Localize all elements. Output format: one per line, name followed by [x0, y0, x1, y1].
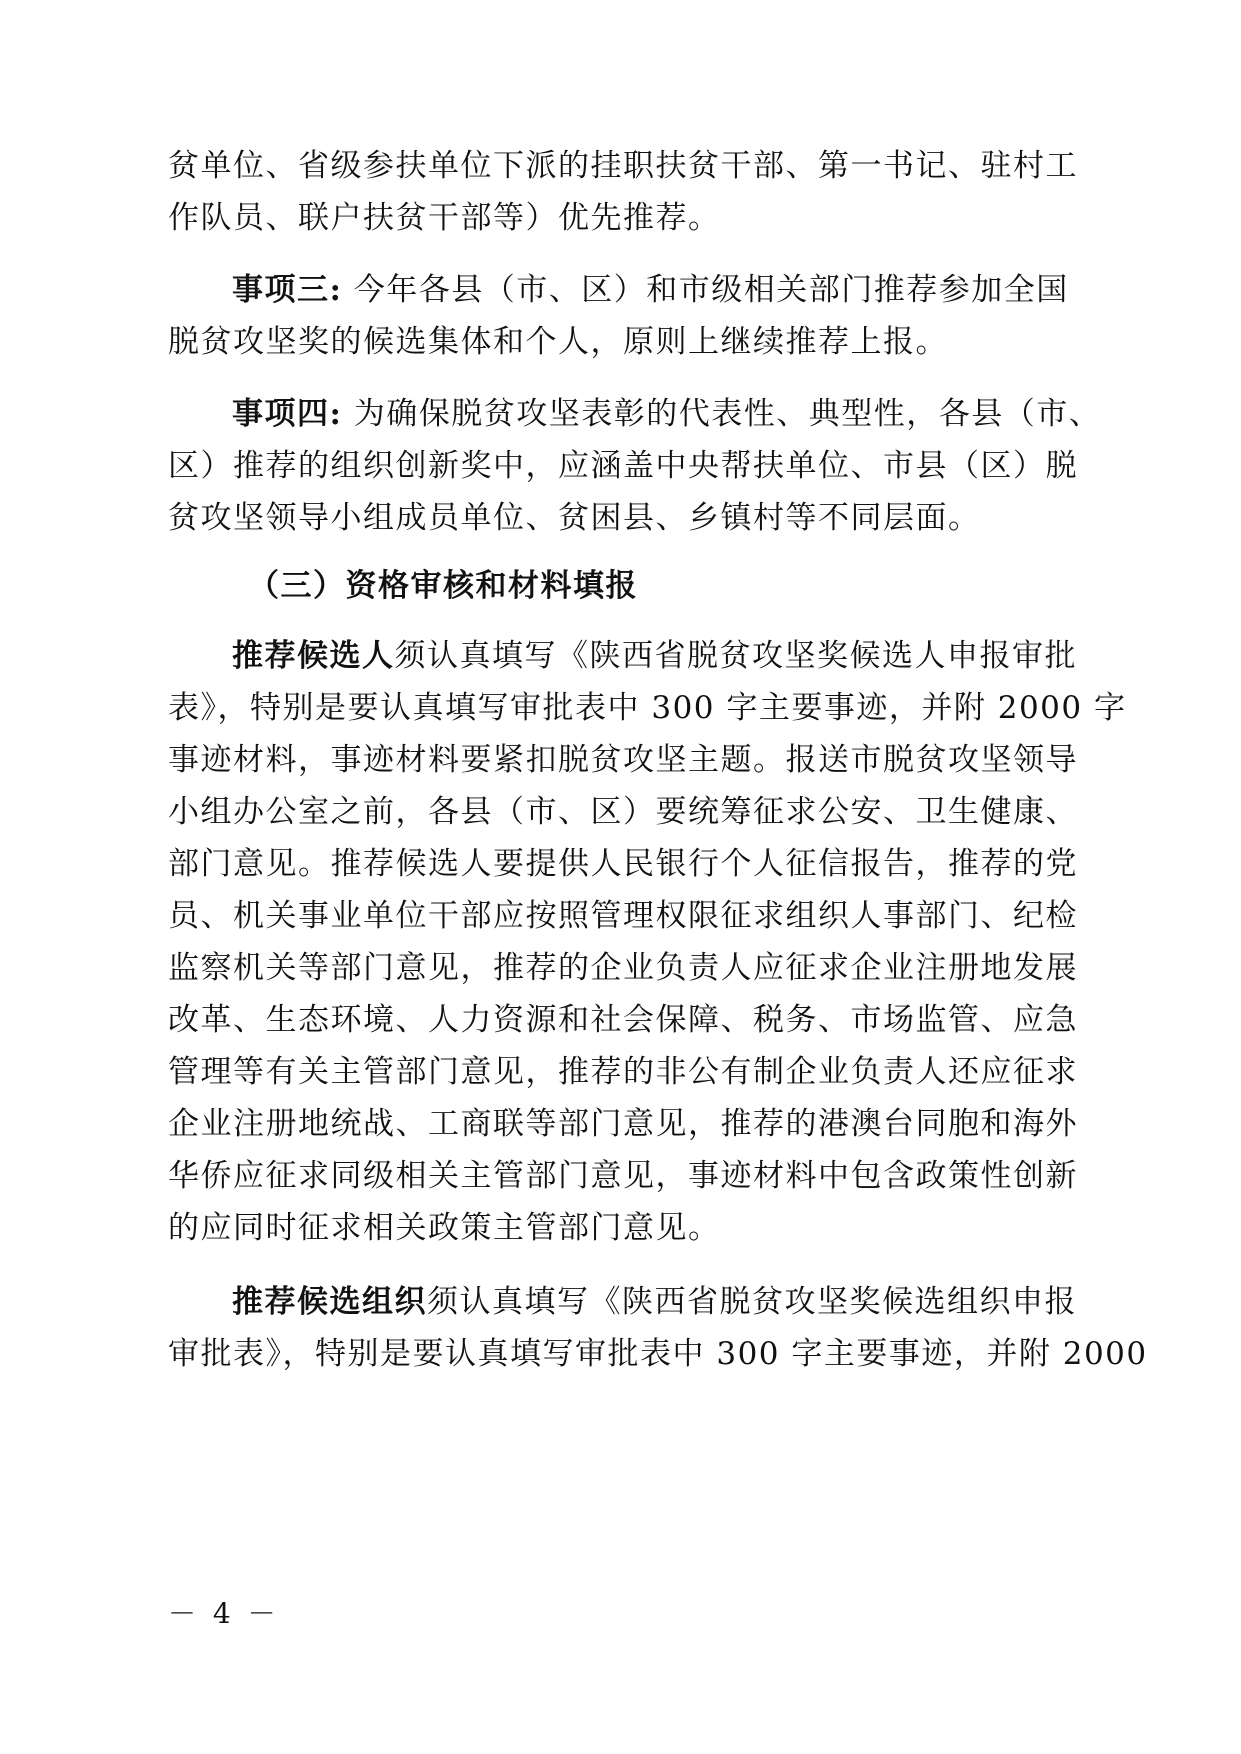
paragraph-line: 小组办公室之前，各县（市、区）要统筹征求公安、卫生健康、	[168, 794, 1078, 830]
paragraph-line: 贫单位、省级参扶单位下派的挂职扶贫干部、第一书记、驻村工	[168, 148, 1078, 184]
candidate-org-label: 推荐候选组织	[232, 1284, 427, 1320]
candidate-person-text: 须认真填写《陕西省脱贫攻坚奖候选人申报审批	[394, 638, 1077, 674]
paragraph-line: 贫攻坚领导小组成员单位、贫困县、乡镇村等不同层面。	[168, 500, 981, 536]
paragraph-line: 审批表》，特别是要认真填写审批表中 300 字主要事迹，并附 2000	[168, 1336, 1148, 1372]
candidate-person-paragraph	[232, 636, 1077, 676]
page-number: － 4 －	[168, 1597, 280, 1630]
paragraph-line: 的应同时征求相关政策主管部门意见。	[168, 1210, 721, 1246]
item4-paragraph	[232, 394, 1101, 434]
paragraph-line: 管理等有关主管部门意见，推荐的非公有制企业负责人还应征求	[168, 1054, 1078, 1090]
item4-text: 为确保脱贫攻坚表彰的代表性、典型性，各县（市、	[342, 396, 1102, 432]
item3-label: 事项三:	[232, 272, 343, 308]
candidate-org-paragraph	[232, 1282, 1077, 1322]
paragraph-line: 部门意见。推荐候选人要提供人民银行个人征信报告，推荐的党	[168, 846, 1078, 882]
paragraph-line: 员、机关事业单位干部应按照管理权限征求组织人事部门、纪检	[168, 898, 1078, 934]
paragraph-line: 作队员、联户扶贫干部等）优先推荐。	[168, 200, 721, 236]
section-heading: （三）资格审核和材料填报	[248, 568, 638, 604]
paragraph-line: 脱贫攻坚奖的候选集体和个人，原则上继续推荐上报。	[168, 324, 948, 360]
paragraph-line: 事迹材料，事迹材料要紧扣脱贫攻坚主题。报送市脱贫攻坚领导	[168, 742, 1078, 778]
candidate-person-label: 推荐候选人	[232, 638, 395, 674]
paragraph-line: 企业注册地统战、工商联等部门意见，推荐的港澳台同胞和海外	[168, 1106, 1078, 1142]
item3-paragraph	[232, 270, 1069, 310]
paragraph-line: 监察机关等部门意见，推荐的企业负责人应征求企业注册地发展	[168, 950, 1078, 986]
paragraph-line: 区）推荐的组织创新奖中，应涵盖中央帮扶单位、市县（区）脱	[168, 448, 1078, 484]
paragraph-line: 华侨应征求同级相关主管部门意见，事迹材料中包含政策性创新	[168, 1158, 1078, 1194]
item3-text: 今年各县（市、区）和市级相关部门推荐参加全国	[342, 272, 1069, 308]
paragraph-line: 改革、生态环境、人力资源和社会保障、税务、市场监管、应急	[168, 1002, 1078, 1038]
candidate-org-text: 须认真填写《陕西省脱贫攻坚奖候选组织申报	[427, 1284, 1077, 1320]
item4-label: 事项四:	[232, 396, 343, 432]
paragraph-line: 表》，特别是要认真填写审批表中 300 字主要事迹，并附 2000 字	[168, 690, 1127, 726]
